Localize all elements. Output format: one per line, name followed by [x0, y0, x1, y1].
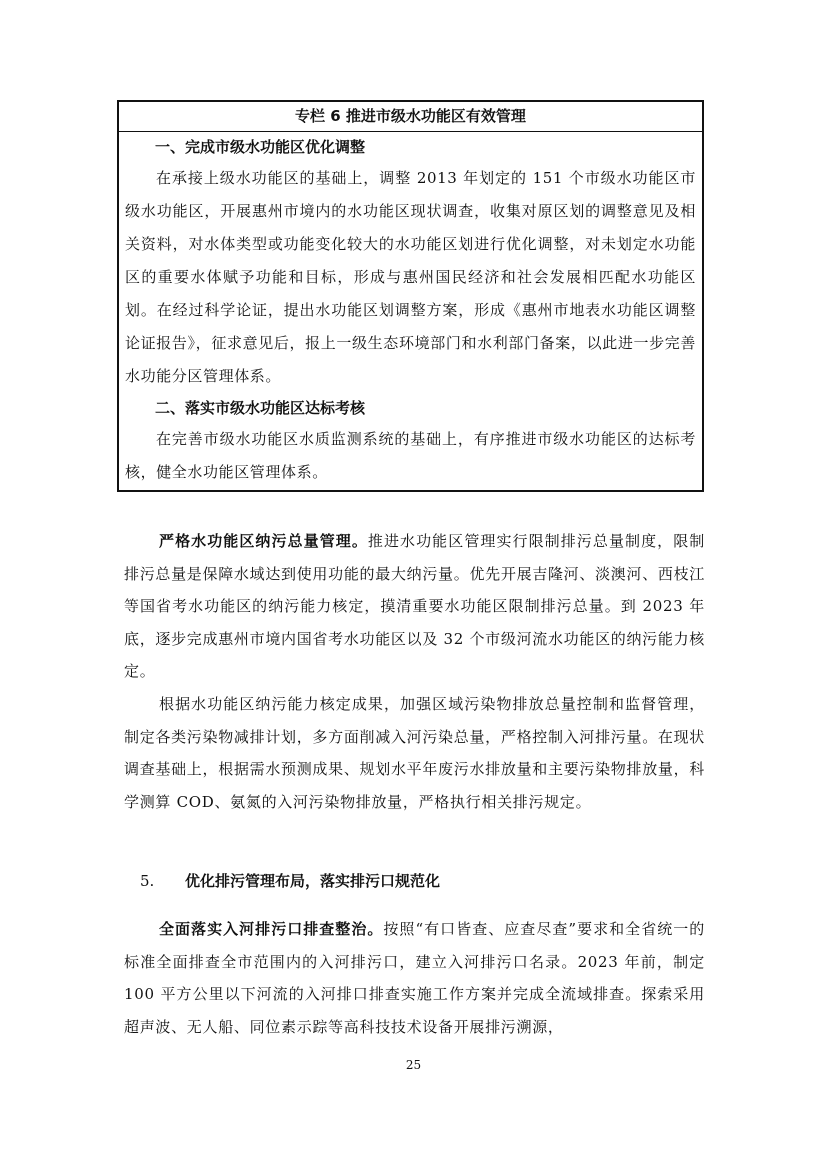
section2-heading: 二、落实市级水功能区达标考核: [155, 399, 366, 417]
paragraph-3: [124, 913, 705, 1043]
section-5-title: 优化排污管理布局，落实排污口规范化: [185, 872, 441, 890]
paragraph-2: 根据水功能区纳污能力核定成果，加强区域污染物排放总量控制和监督管理，制定各类污染物减排计划，多方面削减入河污染总量，严格控制入河排污量。在现状调查基础上，根据需水预测成果、规划水平年废污水排放量和主要污染物排放量，科学测算 COD、氨氮的入河污染物排放量，严格执行相关排污规定。: [124, 694, 705, 811]
section2-text: 在完善市级水功能区水质监测系统的基础上，有序推进市级水功能区的达标考核，健全水功能区管理体系。: [125, 430, 696, 481]
paragraph-1: [124, 525, 705, 688]
box-title: 专栏 6 推进市级水功能区有效管理: [119, 102, 702, 132]
box-content: [119, 132, 702, 489]
body-text-2: [124, 913, 705, 1043]
paragraph-3-lead: 全面落实入河排污口排查整治。: [159, 920, 384, 938]
section-5-heading: [140, 870, 440, 891]
paragraph-1-text: 推进水功能区管理实行限制排污总量制度，限制排污总量是保障水域达到使用功能的最大纳污量。优先开展吉隆河、淡澳河、西枝江等国省考水功能区的纳污能力核定，摸清重要水功能区限制排污总量。到 2023 年底，逐步完成惠州市境内国省考水功能区以及 32 个市级河流水功能区的纳污能力核定。: [124, 532, 705, 681]
paragraph-1-lead: 严格水功能区纳污总量管理。: [159, 532, 368, 550]
feature-box: [117, 100, 704, 492]
section1-text: 在承接上级水功能区的基础上，调整 2013 年划定的 151 个市级水功能区市级水功能区，开展惠州市境内的水功能区现状调查，收集对原区划的调整意见及相关资料，对水体类型或功能变化较大的水功能区划进行优化调整，对未划定水功能区的重要水体赋予功能和目标，形成与惠州国民经济和社会发展相匹配水功能区划。在经过科学论证，提出水功能区划调整方案，形成《惠州市地表水功能区调整论证报告》，征求意见后，报上一级生态环境部门和水利部门备案，以此进一步完善水功能分区管理体系。: [125, 169, 696, 385]
body-text: [124, 525, 705, 818]
paragraph-3-text: 按照“有口皆查、应查尽查”要求和全省统一的标准全面排查全市范围内的入河排污口，建立入河排污口名录。2023 年前，制定 100 平方公里以下河流的入河排口排查实施工作方案并完成全流域排查。探索采用超声波、无人船、同位素示踪等高科技技术设备开展排污溯源，: [124, 920, 705, 1036]
section1-heading: 一、完成市级水功能区优化调整: [155, 138, 366, 156]
section-5-number: 5.: [140, 872, 155, 890]
page-number: 25: [405, 1058, 422, 1072]
